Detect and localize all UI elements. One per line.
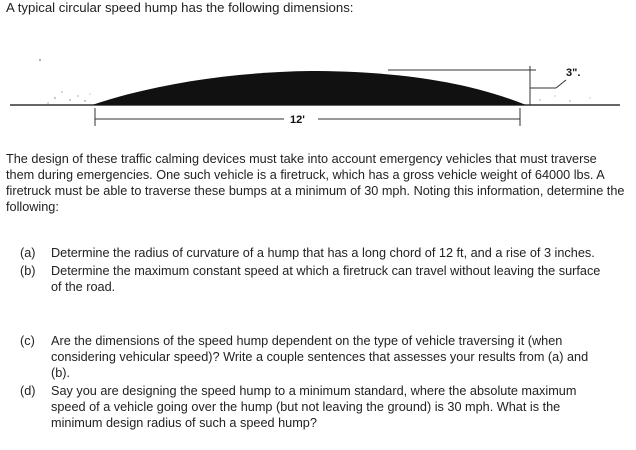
- question-list-cd: [20, 333, 610, 433]
- question-d-text: Say you are designing the speed hump to a minimum standard, where the absolute maximum speed of a vehicle going over the hump (but not leaving the ground) is 30 mph. What is the minimum design radius of such a speed hump?: [51, 384, 577, 430]
- question-a: [20, 245, 610, 261]
- question-b: [20, 263, 610, 295]
- question-list-ab: [20, 245, 610, 297]
- question-c-label: (c): [20, 334, 35, 348]
- problem-description: The design of these traffic calming devices must take into account emergency vehicles that must traverse them during emergencies. One such vehicle is a firetruck, which has a gross vehicle weight of 64000 lbs. A firetruck must be able to traverse these bumps at a minimum of 30 mph. Noting this information, determine the following:: [6, 152, 625, 214]
- speed-hump-shape: [92, 71, 526, 105]
- question-a-label: (a): [20, 246, 36, 260]
- question-d-label: (d): [20, 384, 36, 398]
- problem-title: A typical circular speed hump has the following dimensions:: [6, 0, 354, 15]
- question-a-text: Determine the radius of curvature of a hump that has a long chord of 12 ft, and a rise of 3 inches.: [51, 246, 595, 260]
- question-d: [20, 383, 610, 431]
- question-b-label: (b): [20, 264, 36, 278]
- rise-label: 3".: [566, 67, 581, 79]
- question-c: [20, 333, 610, 381]
- speed-hump-diagram: [0, 40, 636, 140]
- length-label: 12': [290, 114, 305, 126]
- question-b-text: Determine the maximum constant speed at which a firetruck can travel without leaving the surface of the road.: [51, 264, 601, 294]
- question-c-text: Are the dimensions of the speed hump dependent on the type of vehicle traversing it (when considering vehicular speed)? Write a couple sentences that assesses your results from (a) and (b).: [51, 334, 589, 380]
